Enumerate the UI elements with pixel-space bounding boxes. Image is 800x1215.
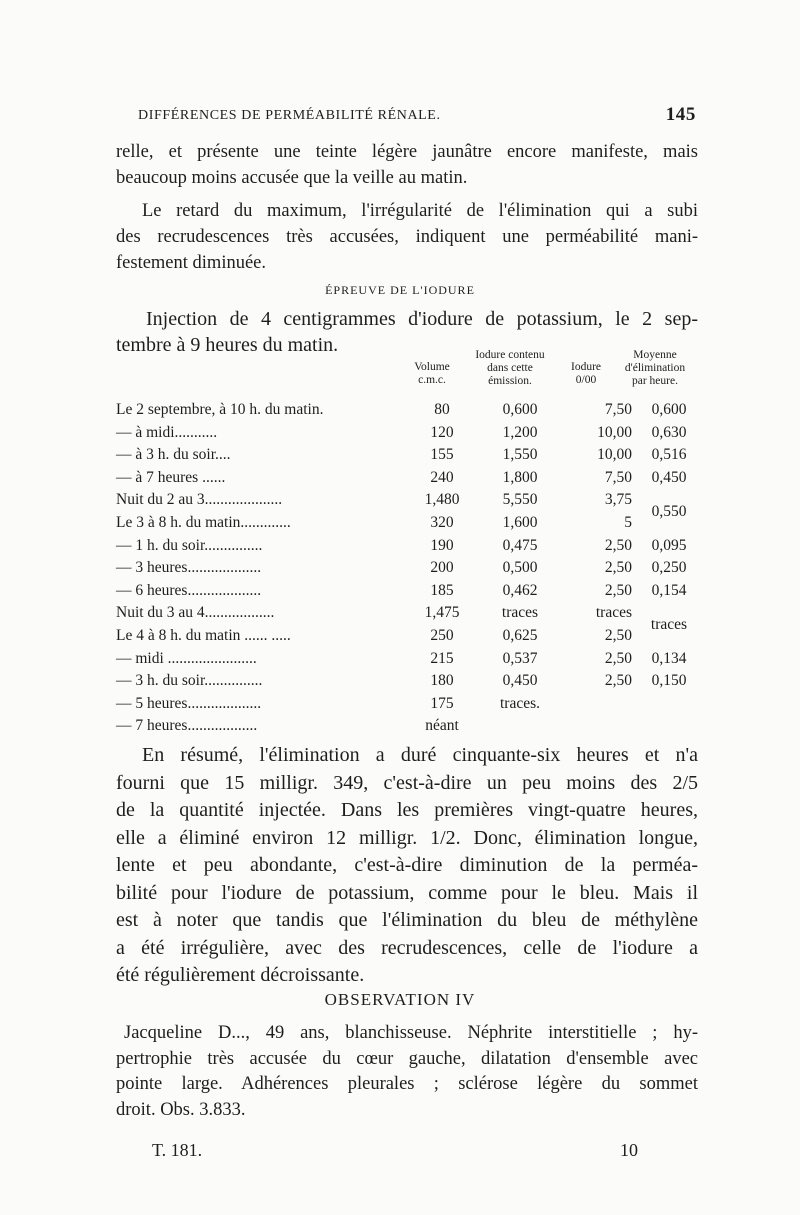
row-label: — 6 heures................... xyxy=(116,581,262,599)
text-line: droit. Obs. 3.833. xyxy=(116,1099,246,1120)
cell-iodure: 0,450 xyxy=(502,672,538,690)
cell-moyenne: 0,154 xyxy=(651,581,687,599)
text-line: été régulièrement décroissante. xyxy=(116,964,365,986)
cell-moyenne: 0,600 xyxy=(651,401,687,418)
text-line: Jacqueline D..., 49 ans, blanchisseuse. Néphrite interstitielle ; hy- xyxy=(124,1023,698,1043)
cell-moyenne xyxy=(640,693,698,716)
page-number: 145 xyxy=(665,104,696,125)
text-line: Injection de 4 centigrammes d'iodure de potassium, le 2 sep- xyxy=(146,308,698,330)
row-label: Le 4 à 8 h. du matin ...... ..... xyxy=(116,626,291,644)
text-line: de la quantité injectée. Dans les premières vingt-quatre heures, xyxy=(116,799,698,821)
row-label: Nuit du 2 au 3.................... xyxy=(116,491,283,509)
text-line: pointe large. Adhérences pleurales ; sclérose légère du sommet xyxy=(116,1074,698,1094)
text-line: beaucoup moins accusée que la veille au matin. xyxy=(116,168,468,188)
row-label: — midi ....................... xyxy=(116,649,257,667)
cell-iodure-pct xyxy=(562,715,640,738)
cell-volume: 155 xyxy=(430,446,454,464)
cell-iodure-pct: 10,00 xyxy=(597,446,632,464)
table-row xyxy=(116,648,698,671)
cell-iodure: 1,600 xyxy=(502,513,538,531)
paragraph-continuation xyxy=(116,139,698,191)
running-header xyxy=(118,104,696,128)
cell-iodure-pct: 7,50 xyxy=(604,468,632,486)
table-row xyxy=(116,580,698,603)
row-label: — 3 heures................... xyxy=(116,559,262,577)
cell-volume: 175 xyxy=(430,694,454,712)
cell-iodure: 1,550 xyxy=(502,446,538,464)
text-line: festement diminuée. xyxy=(116,253,267,273)
header-volume: Volume c.m.c. xyxy=(414,361,450,386)
cell-iodure-pct: 2,50 xyxy=(604,626,632,644)
table-row xyxy=(116,602,698,625)
injection-intro xyxy=(116,306,698,358)
row-label: — 5 heures................... xyxy=(116,694,262,712)
table-row xyxy=(116,512,698,535)
cell-volume: 1,480 xyxy=(424,491,460,509)
cell-moyenne: 0,150 xyxy=(651,672,687,690)
text-line: a été irrégulière, avec des recrudescences, celle de l'iodure a xyxy=(116,936,698,959)
row-label: Nuit du 3 au 4.................. xyxy=(116,604,275,622)
cell-moyenne: 0,450 xyxy=(651,468,687,486)
text-line: des recrudescences très accusées, indiquent une perméabilité mani- xyxy=(116,227,698,247)
text-line: fourni que 15 milligr. 349, c'est-à-dire un peu moins des 2/5 xyxy=(116,771,698,794)
text-line: pertrophie très accusée du cœur gauche, dilatation d'ensemble avec xyxy=(116,1048,698,1069)
cell-iodure-pct: 5 xyxy=(624,513,632,531)
table-row xyxy=(116,670,698,693)
section-title: ÉPREUVE DE L'IODURE xyxy=(325,283,475,297)
text-line: tembre à 9 heures du matin. xyxy=(116,334,339,356)
footer-sheet-number: 10 xyxy=(620,1140,638,1160)
running-title: DIFFÉRENCES DE PERMÉABILITÉ RÉNALE. xyxy=(138,108,441,123)
text-line: Le retard du maximum, l'irrégularité de l'élimination qui a subi xyxy=(142,201,698,221)
text-line: bilité pour l'iodure de potassium, comme pour le bleu. Mais il xyxy=(116,881,698,904)
cell-iodure-pct: traces xyxy=(595,604,632,622)
observation-title: OBSERVATION IV xyxy=(324,990,476,1009)
cell-volume: 185 xyxy=(430,581,454,599)
text-line: En résumé, l'élimination a duré cinquante-six heures et n'a xyxy=(142,744,698,766)
cell-iodure-pct: 2,50 xyxy=(604,672,632,690)
cell-iodure-pct: 10,00 xyxy=(597,423,632,441)
table-row xyxy=(116,399,698,422)
cell-iodure: 0,625 xyxy=(502,626,538,644)
cell-volume: 320 xyxy=(430,513,454,531)
text-line: relle, et présente une teinte légère jaunâtre encore manifeste, mais xyxy=(116,142,698,162)
cell-volume: 120 xyxy=(430,423,454,441)
row-label: — 1 h. du soir............... xyxy=(116,536,263,554)
cell-iodure-pct: 2,50 xyxy=(604,559,632,577)
cell-moyenne: 0,630 xyxy=(651,423,687,441)
cell-volume: 180 xyxy=(430,672,454,690)
cell-iodure-pct: 2,50 xyxy=(604,649,632,667)
cell-volume: 215 xyxy=(430,649,454,667)
cell-iodure: traces xyxy=(501,604,539,622)
table-row xyxy=(116,489,698,512)
cell-volume: 250 xyxy=(430,626,454,644)
cell-iodure-pct: 2,50 xyxy=(604,581,632,599)
cell-moyenne: 0,134 xyxy=(651,649,687,667)
cell-iodure-pct: 7,50 xyxy=(604,401,632,418)
cell-moyenne-merged: traces xyxy=(650,615,688,633)
header-iodure-contenu: Iodure contenu dans cette émission. xyxy=(475,349,545,387)
cell-moyenne-merged: 0,550 xyxy=(651,502,687,520)
iodure-elimination-table xyxy=(116,399,698,738)
cell-iodure-pct: 2,50 xyxy=(604,536,632,554)
paragraph-summary xyxy=(116,198,698,276)
cell-volume: 240 xyxy=(430,468,454,486)
cell-iodure-pct xyxy=(562,693,640,716)
table-row xyxy=(116,467,698,490)
cell-volume: néant xyxy=(425,717,459,735)
text-line: lente et peu abondante, c'est-à-dire diminution de la perméa- xyxy=(116,854,698,876)
summary-paragraph xyxy=(116,742,698,990)
cell-iodure: 5,550 xyxy=(502,491,538,509)
cell-moyenne xyxy=(640,715,698,738)
text-line: elle a éliminé environ 12 milligr. 1/2. Donc, élimination longue, xyxy=(116,826,698,849)
row-label: — 3 h. du soir............... xyxy=(116,672,263,690)
table-row xyxy=(116,422,698,445)
cell-moyenne: 0,516 xyxy=(651,446,687,464)
cell-moyenne: 0,250 xyxy=(651,559,687,577)
table-row xyxy=(116,535,698,558)
cell-volume: 200 xyxy=(430,559,454,577)
cell-iodure xyxy=(478,715,562,738)
row-label: — 7 heures.................. xyxy=(116,717,258,735)
cell-iodure: 0,600 xyxy=(502,401,538,418)
row-label: — à midi........... xyxy=(116,423,218,441)
observation-paragraph xyxy=(116,1021,698,1123)
header-iodure-pct: Iodure 0/00 xyxy=(570,361,601,386)
cell-iodure: traces. xyxy=(499,694,540,712)
table-row xyxy=(116,693,698,716)
cell-iodure: 0,500 xyxy=(502,559,538,577)
table-row xyxy=(116,715,698,738)
table-row xyxy=(116,444,698,467)
row-label: Le 2 septembre, à 10 h. du matin. xyxy=(116,401,324,418)
cell-iodure: 1,800 xyxy=(502,468,538,486)
row-label: — à 3 h. du soir.... xyxy=(116,446,231,464)
cell-iodure-pct: 3,75 xyxy=(604,491,632,509)
cell-iodure: 0,475 xyxy=(502,536,538,554)
row-label: — à 7 heures ...... xyxy=(116,468,226,486)
cell-iodure: 0,537 xyxy=(502,649,538,667)
cell-iodure: 0,462 xyxy=(502,581,538,599)
text-line: est à noter que tandis que l'élimination du bleu de méthylène xyxy=(116,909,698,931)
cell-volume: 80 xyxy=(434,401,450,418)
table-row xyxy=(116,557,698,580)
header-moyenne: Moyenne d'élimination par heure. xyxy=(624,349,686,387)
row-label: Le 3 à 8 h. du matin............. xyxy=(116,513,291,531)
table-row xyxy=(116,625,698,648)
footer-signature: T. 181. xyxy=(152,1140,203,1160)
cell-moyenne: 0,095 xyxy=(651,536,687,554)
cell-iodure: 1,200 xyxy=(502,423,538,441)
cell-volume: 190 xyxy=(430,536,454,554)
cell-volume: 1,475 xyxy=(424,604,460,622)
